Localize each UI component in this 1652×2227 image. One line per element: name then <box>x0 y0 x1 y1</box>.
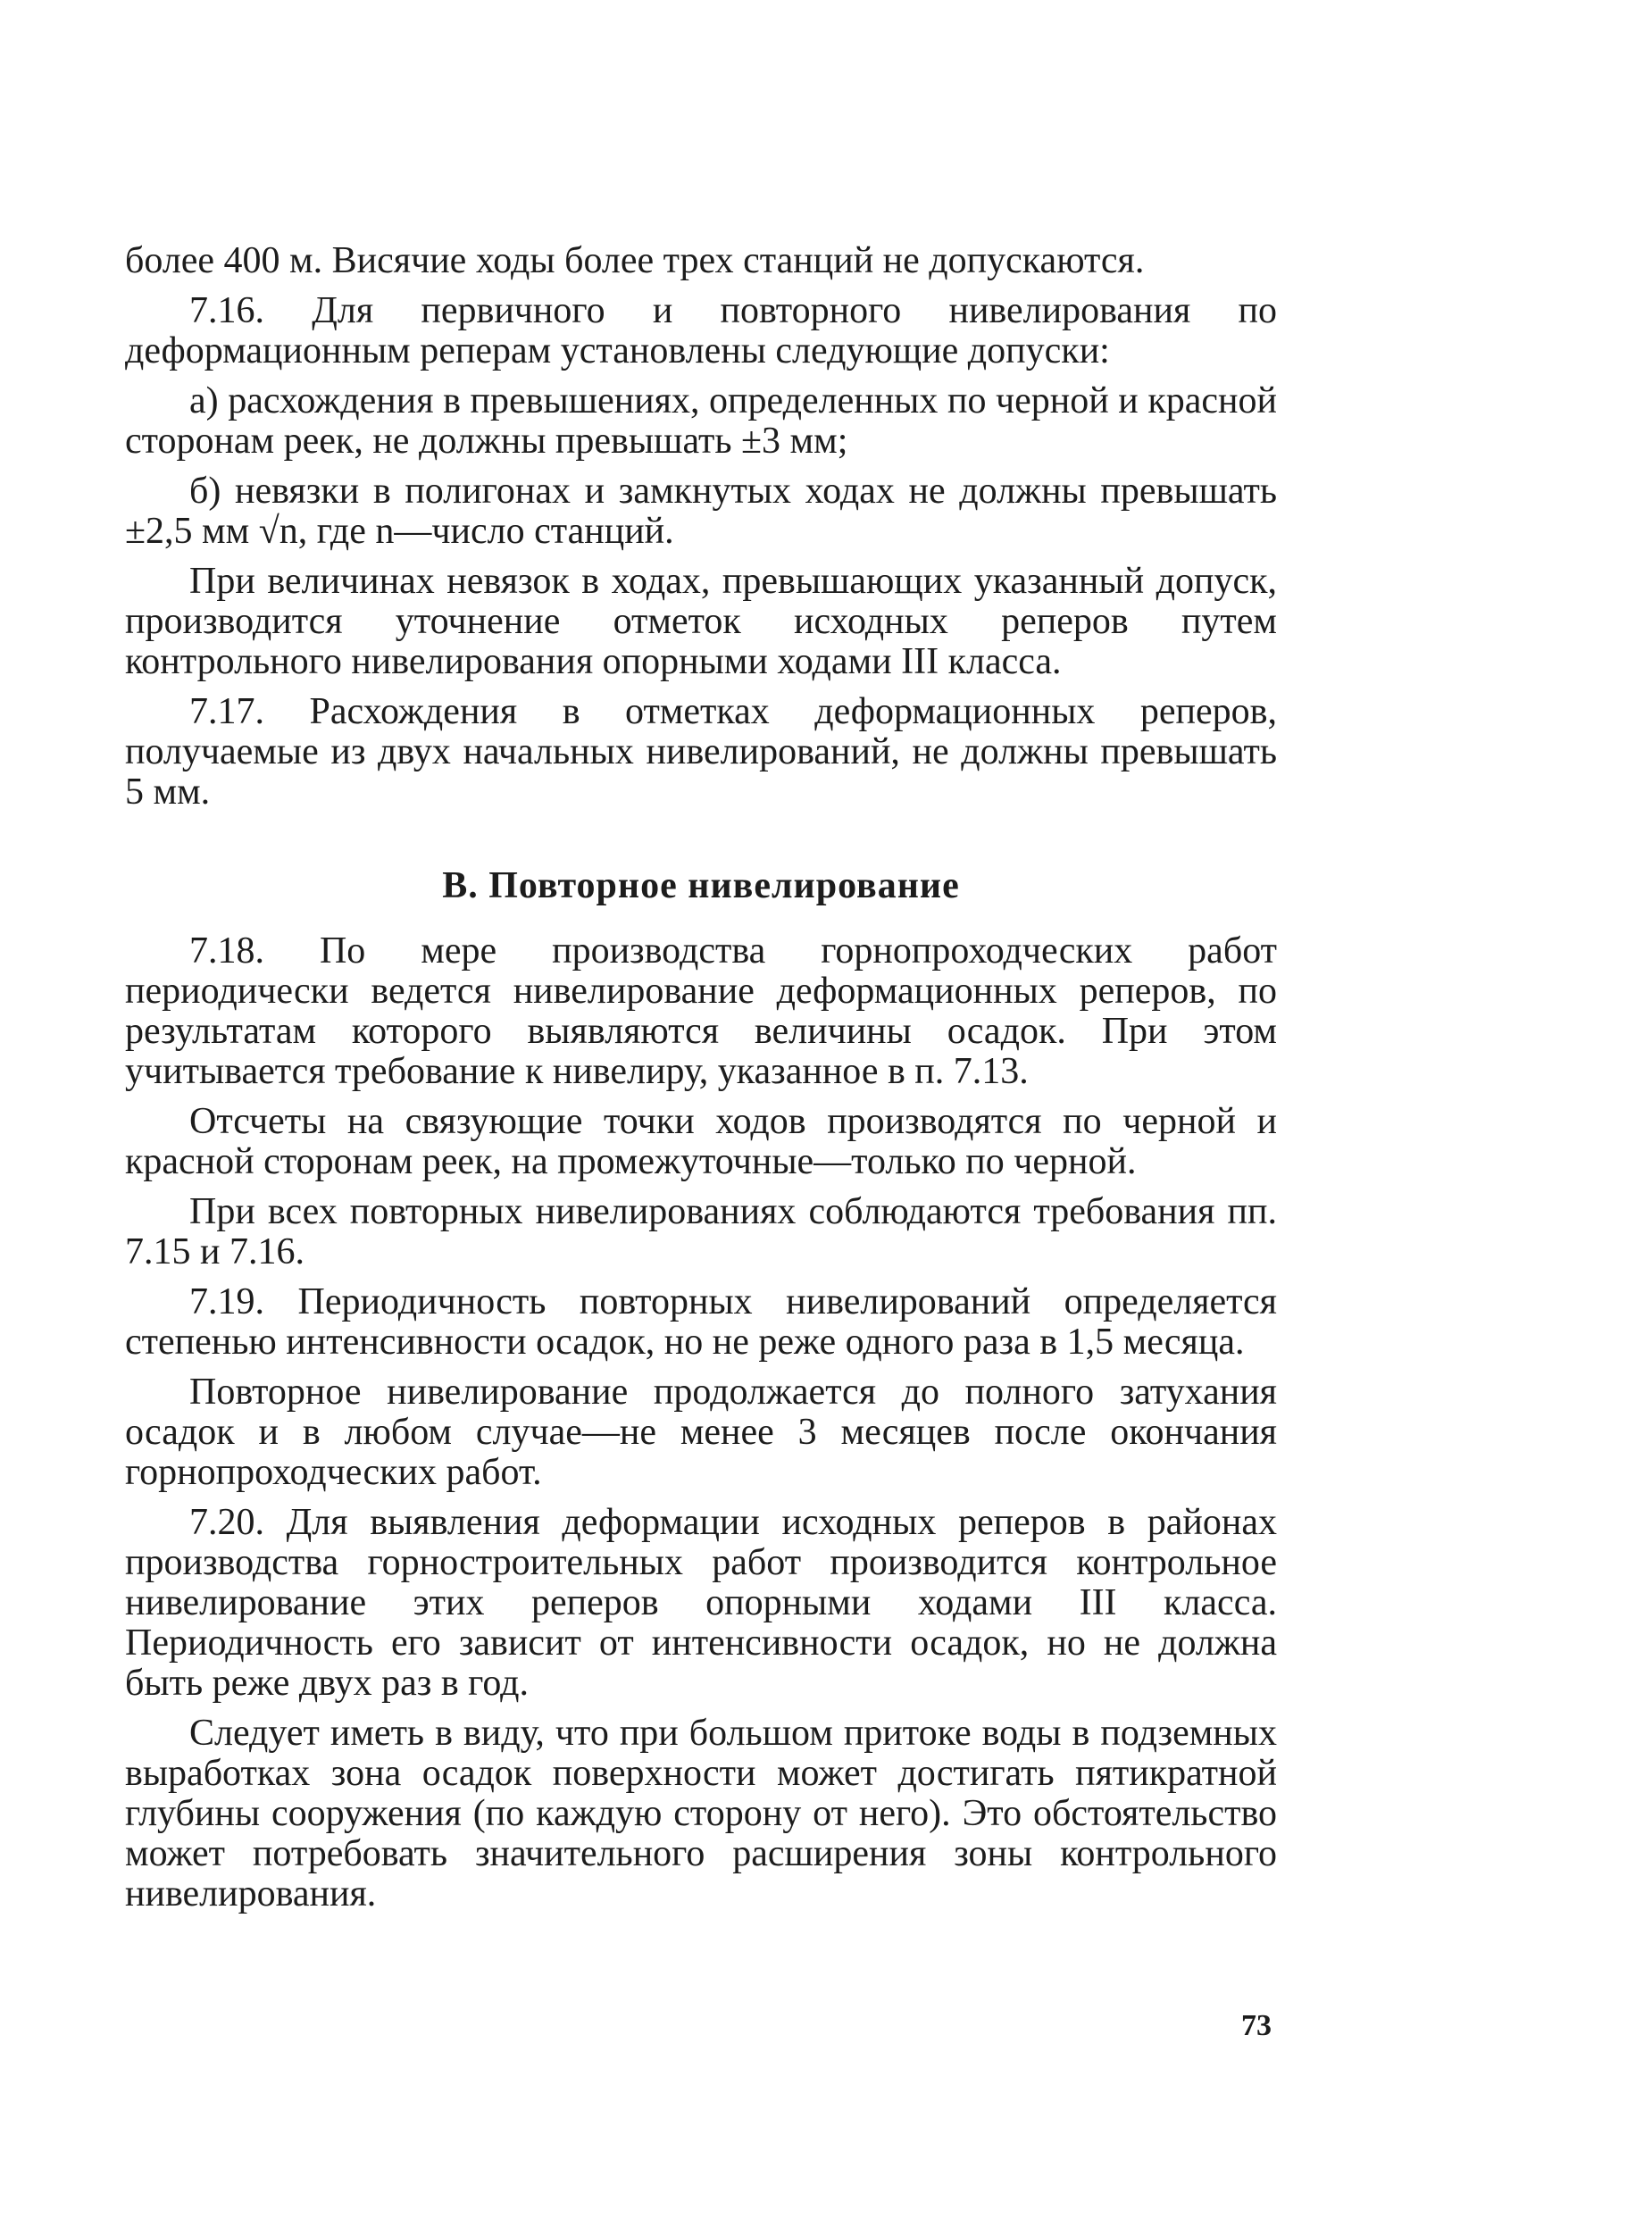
paragraph-readings: Отсчеты на связующие точки ходов производятся по черной и красной сторонам реек, на промежуточные—только по черной. <box>125 1101 1277 1182</box>
paragraph-misclosure: При величинах невязок в ходах, превышающих указанный допуск, производится уточнение отметок исходных реперов путем контрольного нивелирования опорными ходами III класса. <box>125 561 1277 682</box>
paragraph-note: Следует иметь в виду, что при большом притоке воды в подземных выработках зона осадок поверхности может достигать пятикратной глубины сооружения (по каждую сторону от него). Это обстоятельство может потребовать значительного расширения зоны контрольного нивелирования. <box>125 1713 1277 1914</box>
paragraph-7-20: 7.20. Для выявления деформации исходных реперов в районах производства горностроительных работ производится контрольное нивелирование этих реперов опорными ходами III класса. Периодичность его зависит от интенсивности осадок, но не должна быть реже двух раз в год. <box>125 1502 1277 1704</box>
paragraph-7-16-b: б) невязки в полигонах и замкнутых ходах не должны превышать ±2,5 мм √n, где n—число станций. <box>125 471 1277 552</box>
paragraph-7-16: 7.16. Для первичного и повторного нивелирования по деформационным реперам установлены следующие допуски: <box>125 290 1277 371</box>
paragraph-continuation: более 400 м. Висячие ходы более трех станций не допускаются. <box>125 240 1145 281</box>
document-page <box>125 241 1277 1924</box>
paragraph-duration: Повторное нивелирование продолжается до полного затухания осадок и в любом случае—не менее 3 месяцев после окончания горнопроходческих работ. <box>125 1372 1277 1493</box>
paragraph-7-18: 7.18. По мере производства горнопроходческих работ периодически ведется нивелирование деформационных реперов, по результатам которого выявляются величины осадок. При этом учитывается требование к нивелиру, указанное в п. 7.13. <box>125 930 1277 1092</box>
page-number: 73 <box>1241 2009 1272 2042</box>
paragraph-7-17: 7.17. Расхождения в отметках деформационных реперов, получаемые из двух начальных нивелирований, не должны превышать 5 мм. <box>125 691 1277 813</box>
paragraph-requirements: При всех повторных нивелированиях соблюдаются требования пп. 7.15 и 7.16. <box>125 1191 1277 1272</box>
section-heading: В. Повторное нивелирование <box>442 865 960 906</box>
paragraph-7-16-a: а) расхождения в превышениях, определенных по черной и красной сторонам реек, не должны превышать ±3 мм; <box>125 380 1277 462</box>
paragraph-7-19: 7.19. Периодичность повторных нивелирований определяется степенью интенсивности осадок, но не реже одного раза в 1,5 месяца. <box>125 1281 1277 1363</box>
